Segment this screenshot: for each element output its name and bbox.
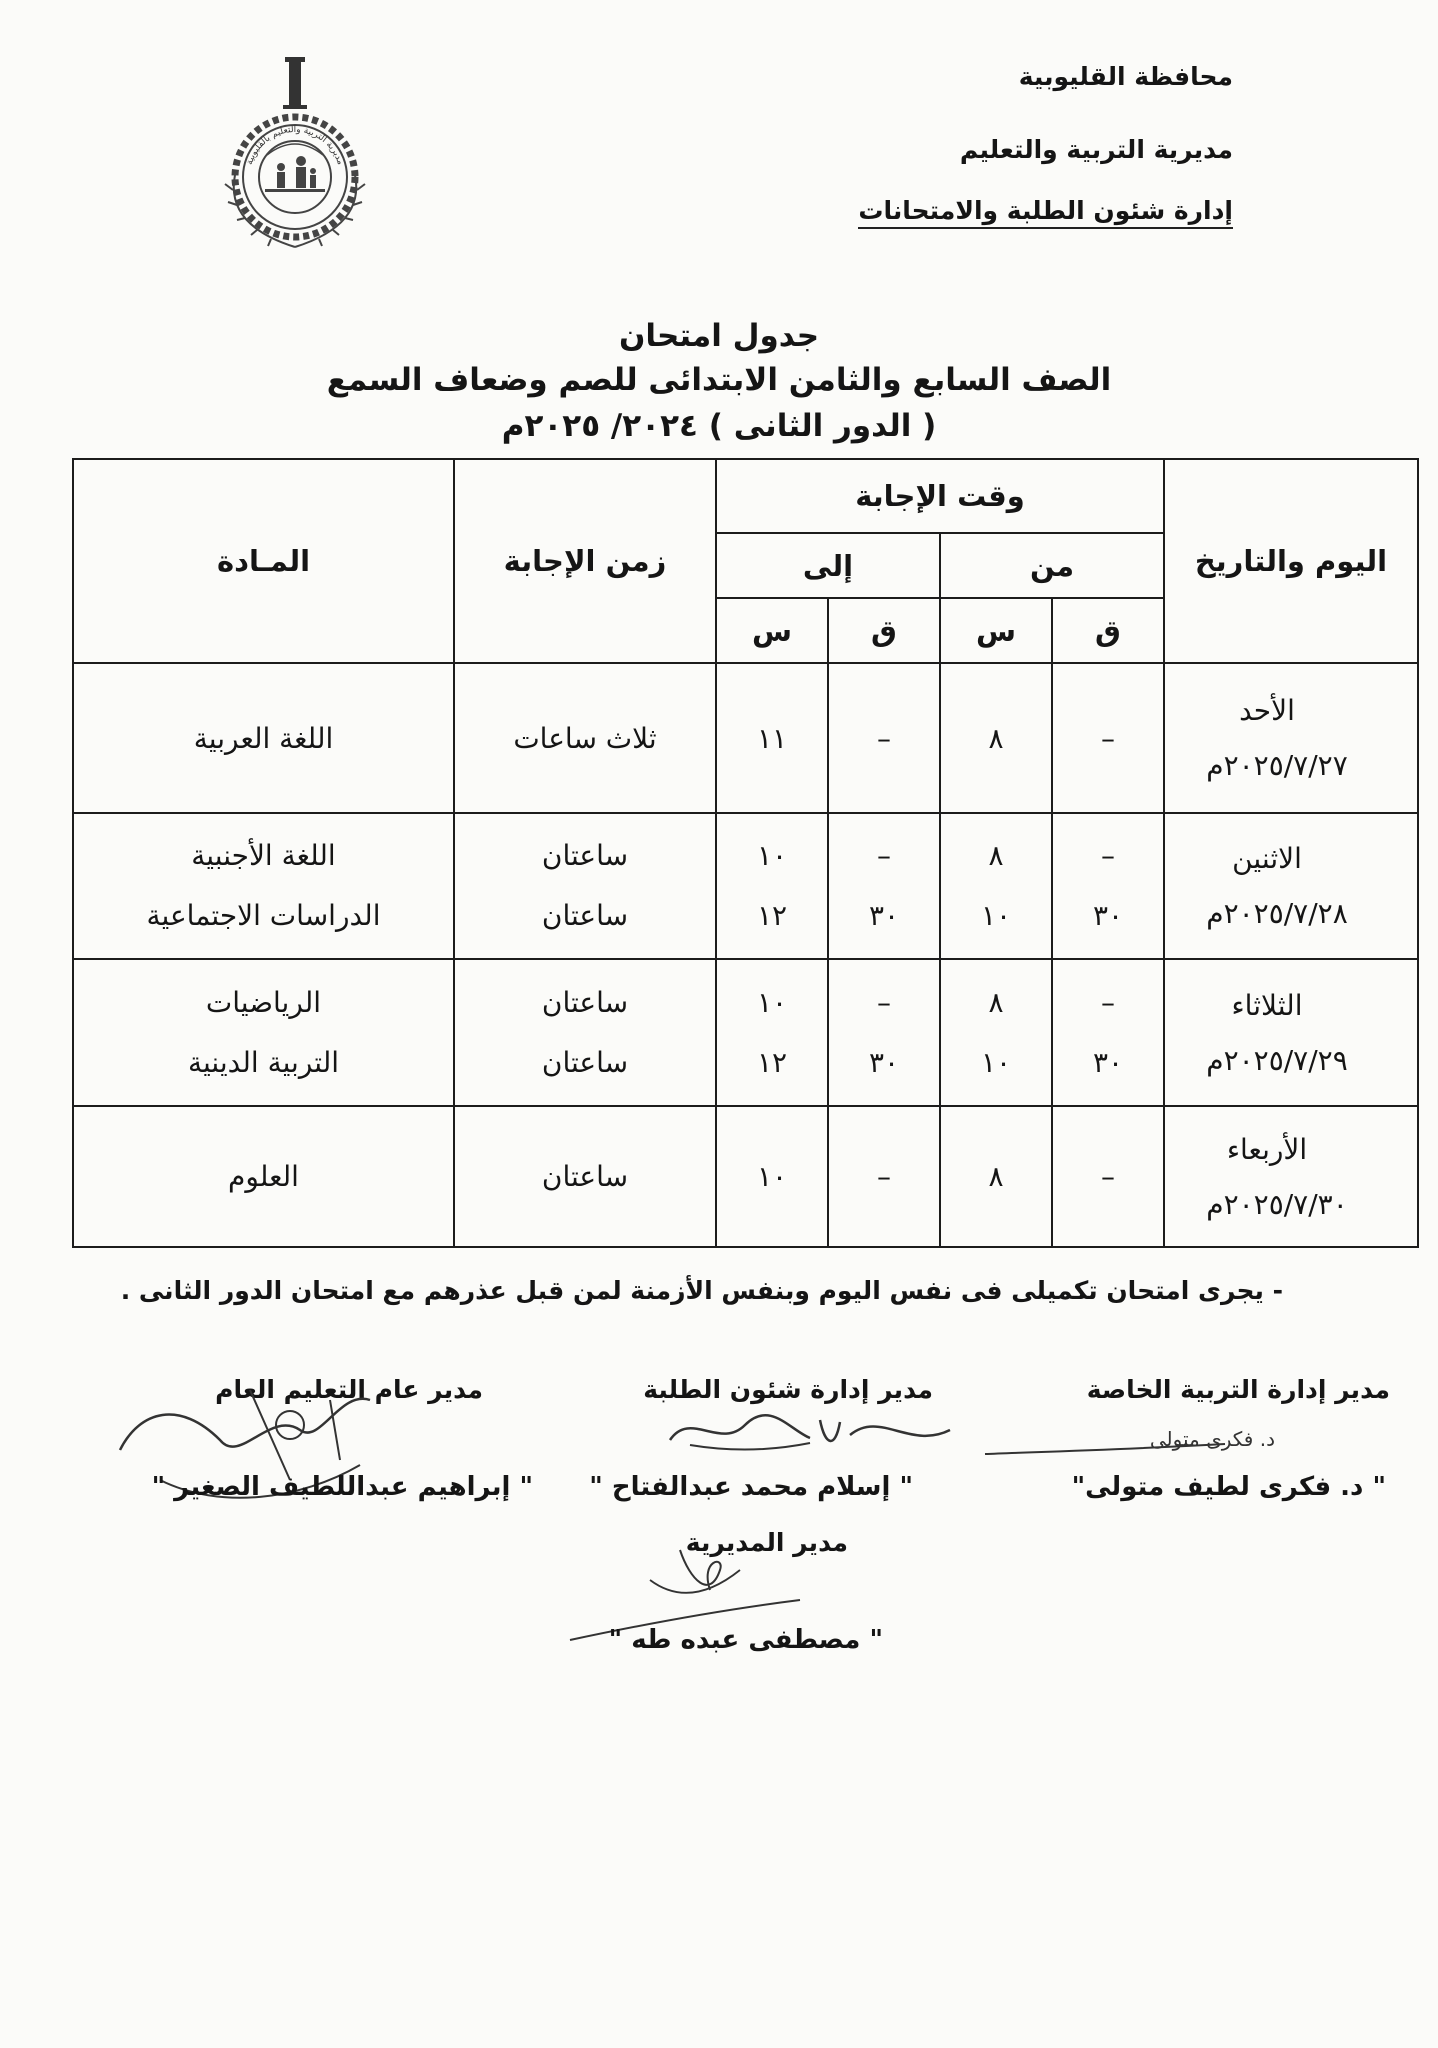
exam-date: ٢٠٢٥/٧/٢٩م bbox=[1206, 1043, 1348, 1077]
student-affairs-director-title: مدير إدارة شئون الطلبة bbox=[643, 1375, 933, 1404]
session-title: ( الدور الثانى ) ٢٠٢٤/ ٢٠٢٥م bbox=[501, 408, 937, 444]
day-date-cell bbox=[1164, 663, 1418, 813]
to-minute-cell: – ٣٠ bbox=[828, 959, 940, 1106]
to-hour-cell: ١٠ ١٢ bbox=[716, 813, 828, 959]
to-hour-cell: ١٠ ١٢ bbox=[716, 959, 828, 1106]
student-affairs-director-name: " إسلام محمد عبدالفتاح " bbox=[589, 1472, 913, 1502]
answer-time-header: وقت الإجابة bbox=[716, 459, 1164, 533]
table-row bbox=[73, 663, 1418, 813]
duration-cell: ساعتان ساعتان bbox=[454, 813, 716, 959]
family-figures-icon bbox=[265, 144, 325, 192]
table-row bbox=[73, 1106, 1418, 1247]
to-minute-header: ق bbox=[828, 598, 940, 663]
exam-date: ٢٠٢٥/٧/٢٨م bbox=[1206, 897, 1348, 931]
tower-icon bbox=[283, 57, 307, 109]
duration-cell: ثلاث ساعات bbox=[454, 663, 716, 813]
subject-cell: العلوم bbox=[73, 1106, 454, 1247]
day-date-cell bbox=[1164, 1106, 1418, 1247]
duration-cell: ساعتان bbox=[454, 1106, 716, 1247]
table-row bbox=[73, 813, 1418, 959]
from-hour-cell: ٨ bbox=[940, 663, 1052, 813]
from-minute-cell: – ٣٠ bbox=[1052, 959, 1164, 1106]
from-minute-header: ق bbox=[1052, 598, 1164, 663]
exam-date: ٢٠٢٥/٧/٢٧م bbox=[1206, 749, 1348, 783]
from-hour-cell: ٨ bbox=[940, 1106, 1052, 1247]
to-minute-cell: – bbox=[828, 1106, 940, 1247]
from-minute-cell: – bbox=[1052, 663, 1164, 813]
makeup-exam-note: - يجرى امتحان تكميلى فى نفس اليوم وبنفس الأزمنة لمن قبل عذرهم مع امتحان الدور الثانى . bbox=[120, 1276, 1283, 1305]
special-ed-director-name: " د. فكرى لطيف متولى" bbox=[1071, 1472, 1386, 1502]
to-header: إلى bbox=[716, 533, 940, 598]
to-minute-cell: – ٣٠ bbox=[828, 813, 940, 959]
subject-cell: اللغة العربية bbox=[73, 663, 454, 813]
duration-cell: ساعتان ساعتان bbox=[454, 959, 716, 1106]
exam-schedule-table bbox=[72, 458, 1419, 1248]
general-ed-director-name: " إبراهيم عبداللطيف الصغير " bbox=[151, 1472, 533, 1502]
from-minute-cell: – ٣٠ bbox=[1052, 813, 1164, 959]
directorate-name: مديرية التربية والتعليم bbox=[959, 135, 1233, 164]
grade-title: الصف السابع والثامن الابتدائى للصم وضعاف السمع bbox=[326, 362, 1112, 398]
table-row bbox=[73, 959, 1418, 1106]
day-date-cell bbox=[1164, 813, 1418, 959]
subject-header: المـادة bbox=[73, 459, 454, 663]
exam-date: ٢٠٢٥/٧/٣٠م bbox=[1206, 1187, 1348, 1221]
subject-cell: الرياضيات التربية الدينية bbox=[73, 959, 454, 1106]
from-hour-cell: ٨ ١٠ bbox=[940, 813, 1052, 959]
directorate-director-title: مدير المديرية bbox=[685, 1528, 848, 1557]
governorate-name: محافظة القليوبية bbox=[1018, 62, 1233, 91]
day-name: الأربعاء bbox=[1226, 1132, 1308, 1166]
directorate-director-name: " مصطفى عبده طه " bbox=[608, 1625, 883, 1655]
student-affairs-signature bbox=[650, 1400, 980, 1480]
education-directorate-seal-icon bbox=[205, 55, 385, 255]
subject-cell: اللغة الأجنبية الدراسات الاجتماعية bbox=[73, 813, 454, 959]
schedule-title: جدول امتحان bbox=[618, 318, 820, 354]
department-name: إدارة شئون الطلبة والامتحانات bbox=[858, 196, 1233, 229]
to-hour-header: س bbox=[716, 598, 828, 663]
from-minute-cell: – bbox=[1052, 1106, 1164, 1247]
from-hour-header: س bbox=[940, 598, 1052, 663]
general-ed-director-title: مدير عام التعليم العام bbox=[215, 1375, 483, 1404]
day-date-cell bbox=[1164, 959, 1418, 1106]
to-hour-cell: ١٠ bbox=[716, 1106, 828, 1247]
from-header: من bbox=[940, 533, 1164, 598]
duration-header: زمن الإجابة bbox=[454, 459, 716, 663]
day-date-header: اليوم والتاريخ bbox=[1164, 459, 1418, 663]
svg-text:د. فكرى متولى: د. فكرى متولى bbox=[1149, 1427, 1275, 1451]
day-name: الأحد bbox=[1239, 694, 1295, 728]
day-name: الاثنين bbox=[1232, 842, 1302, 876]
gear-ring-icon bbox=[235, 117, 355, 237]
from-hour-cell: ٨ ١٠ bbox=[940, 959, 1052, 1106]
to-hour-cell: ١١ bbox=[716, 663, 828, 813]
seal-text: مديرية التربية والتعليم بالقليوبية bbox=[244, 124, 346, 167]
to-minute-cell: – bbox=[828, 663, 940, 813]
day-name: الثلاثاء bbox=[1231, 988, 1303, 1022]
special-ed-director-title: مدير إدارة التربية الخاصة bbox=[1086, 1375, 1390, 1404]
